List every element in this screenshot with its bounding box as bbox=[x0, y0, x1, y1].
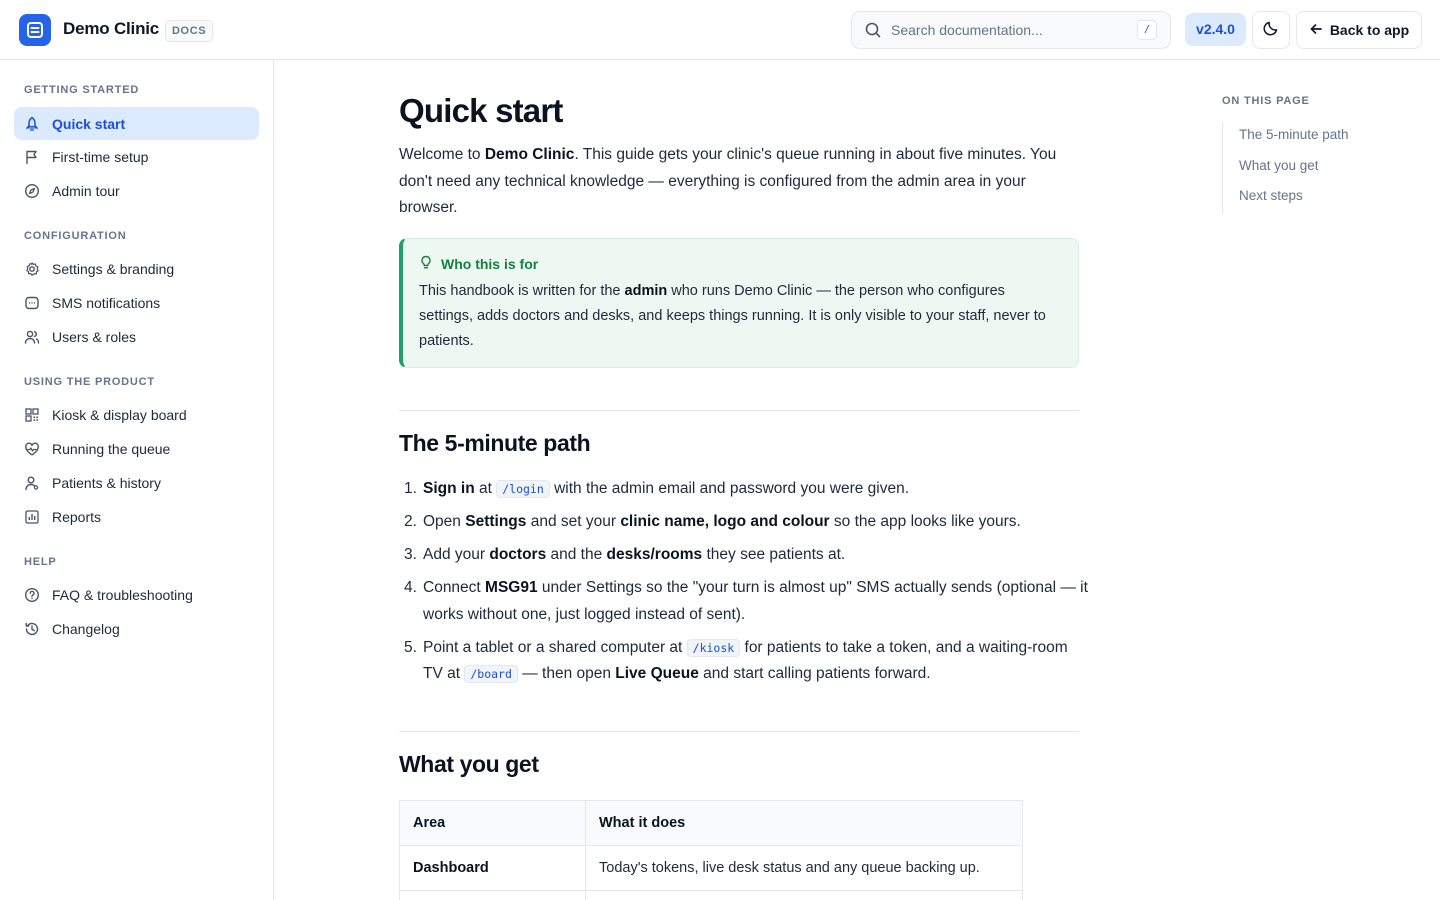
toc-item-what-you-get[interactable]: What you get bbox=[1239, 157, 1319, 173]
step-item bbox=[399, 476, 1089, 503]
callout-text: who runs Demo Clinic — the person who configures settings, adds doctors and desks, and keeps things running. It is only visible to your staff, never to patients. bbox=[419, 283, 1046, 349]
back-to-app-button[interactable] bbox=[1296, 11, 1422, 49]
brand-name[interactable]: Demo Clinic bbox=[63, 19, 160, 38]
step-bold: doctors bbox=[489, 546, 547, 563]
sidebar-item-sms-notifications[interactable] bbox=[14, 286, 259, 319]
step-item bbox=[399, 575, 1089, 628]
sidebar-section-help: HELP bbox=[24, 556, 57, 568]
sidebar-item-admin-tour[interactable] bbox=[14, 174, 259, 207]
step-bold: Settings bbox=[465, 513, 527, 530]
step-text: Open bbox=[423, 513, 466, 530]
flag-icon bbox=[24, 149, 40, 165]
docs-badge: DOCS bbox=[165, 20, 213, 42]
sidebar-item-label: Settings & branding bbox=[52, 260, 175, 277]
sidebar-item-label: Kiosk & display board bbox=[52, 406, 187, 423]
step-bold: clinic name, logo and colour bbox=[620, 513, 830, 530]
table-cell-area: Dashboard bbox=[400, 846, 586, 891]
step-route-code: /login bbox=[496, 480, 550, 498]
intro-paragraph bbox=[399, 142, 1084, 222]
sidebar-item-users-roles[interactable] bbox=[14, 320, 259, 353]
toc-title: ON THIS PAGE bbox=[1222, 95, 1310, 107]
table-cell-description: Today's tokens, live desk status and any queue backing up. bbox=[586, 846, 1023, 891]
step-bold: Sign in bbox=[423, 480, 475, 497]
sidebar-item-label: Reports bbox=[52, 508, 102, 525]
table-header-row bbox=[400, 801, 1023, 846]
step-text: Point a tablet or a shared computer at bbox=[423, 638, 687, 656]
user-icon bbox=[24, 475, 40, 491]
who-this-is-for-callout bbox=[399, 238, 1079, 368]
table-cell-description bbox=[586, 891, 1023, 900]
callout-title bbox=[419, 255, 538, 272]
sidebar-item-faq-troubleshooting[interactable] bbox=[14, 578, 259, 611]
sidebar-item-label: FAQ & troubleshooting bbox=[52, 586, 193, 603]
intro-clinic-name: Demo Clinic bbox=[484, 146, 575, 163]
sidebar-item-running-the-queue[interactable] bbox=[14, 432, 259, 465]
clinic-logo-icon[interactable] bbox=[19, 14, 51, 46]
step-text: with the admin email and password you were given. bbox=[549, 480, 910, 497]
step-text: under Settings so the "your turn is almost up" SMS actually sends (optional — it works without one, just logged instead of sent). bbox=[423, 579, 1088, 623]
step-route-code: /board bbox=[464, 665, 518, 683]
section-heading-5-minute-path: The 5-minute path bbox=[399, 430, 591, 456]
sidebar-item-label: SMS notifications bbox=[52, 294, 161, 311]
lightbulb-icon bbox=[419, 255, 433, 272]
sidebar-item-settings-branding[interactable] bbox=[14, 252, 259, 285]
toc-list bbox=[1222, 122, 1412, 214]
features-table bbox=[399, 800, 1023, 900]
section-heading-what-you-get: What you get bbox=[399, 751, 539, 777]
callout-bold: admin bbox=[624, 283, 668, 299]
step-number: 5. bbox=[404, 638, 417, 656]
step-text: and set your bbox=[526, 513, 621, 530]
qr-code-icon bbox=[24, 407, 40, 423]
moon-icon bbox=[1262, 19, 1280, 42]
steps-list bbox=[399, 476, 1089, 694]
search-placeholder: Search documentation... bbox=[891, 22, 1043, 38]
step-number: 1. bbox=[404, 480, 417, 497]
search-icon bbox=[864, 21, 882, 44]
step-number: 2. bbox=[404, 513, 417, 530]
step-number: 4. bbox=[404, 579, 417, 596]
message-icon bbox=[24, 295, 40, 311]
sidebar-item-label: Admin tour bbox=[52, 182, 120, 199]
step-text: and the bbox=[546, 546, 607, 563]
step-bold: desks/rooms bbox=[606, 546, 703, 563]
sidebar-item-label: Running the queue bbox=[52, 440, 171, 457]
divider bbox=[399, 731, 1079, 732]
sidebar-item-kiosk-display-board[interactable] bbox=[14, 398, 259, 431]
step-text: they see patients at. bbox=[702, 546, 846, 563]
sidebar-item-label: First-time setup bbox=[52, 148, 149, 165]
arrow-left-icon bbox=[1309, 22, 1323, 39]
bar-chart-icon bbox=[24, 509, 40, 525]
intro-text: . This guide gets your clinic's queue running in about five minutes. You don't need any technical knowledge — everything is configured from the admin area in your browser. bbox=[399, 146, 1057, 216]
search-shortcut-key: / bbox=[1137, 20, 1157, 40]
history-icon bbox=[24, 621, 40, 637]
compass-icon bbox=[24, 183, 40, 199]
sidebar-item-label: Users & roles bbox=[52, 328, 137, 345]
table-header-what-it-does: What it does bbox=[586, 801, 1023, 846]
toc-item-5-minute-path[interactable]: The 5-minute path bbox=[1239, 127, 1349, 142]
step-text: Connect bbox=[423, 579, 486, 596]
theme-toggle-button[interactable] bbox=[1252, 11, 1290, 49]
table-row bbox=[400, 846, 1023, 891]
sidebar-section-configuration: CONFIGURATION bbox=[24, 230, 127, 242]
table-row bbox=[400, 891, 1023, 900]
sidebar bbox=[0, 60, 274, 900]
sidebar-item-first-time-setup[interactable] bbox=[14, 140, 259, 173]
back-to-app-label: Back to app bbox=[1329, 22, 1410, 38]
top-bar bbox=[0, 0, 1440, 60]
rocket-icon bbox=[24, 116, 40, 132]
step-text: for patients to take a token, and a waiting-room TV at bbox=[423, 638, 1068, 682]
heart-pulse-icon bbox=[24, 441, 40, 457]
divider bbox=[399, 410, 1079, 411]
gear-icon bbox=[24, 261, 40, 277]
page-title: Quick start bbox=[399, 92, 563, 129]
sidebar-section-getting-started: GETTING STARTED bbox=[24, 84, 140, 96]
step-number: 3. bbox=[404, 546, 417, 563]
sidebar-item-reports[interactable] bbox=[14, 500, 259, 533]
callout-text: This handbook is written for the bbox=[419, 283, 625, 299]
sidebar-item-changelog[interactable] bbox=[14, 612, 259, 645]
table-cell-area bbox=[400, 891, 586, 900]
step-text: — then open bbox=[517, 665, 616, 682]
step-text: and start calling patients forward. bbox=[698, 665, 931, 682]
search-input[interactable] bbox=[851, 11, 1171, 49]
sidebar-item-quick-start[interactable] bbox=[14, 107, 259, 140]
sidebar-item-patients-history[interactable] bbox=[14, 466, 259, 499]
sidebar-section-using-the-product: USING THE PRODUCT bbox=[24, 376, 155, 388]
step-text: at bbox=[474, 480, 497, 497]
users-icon bbox=[24, 329, 40, 345]
callout-title-text: Who this is for bbox=[441, 255, 539, 272]
step-bold: MSG91 bbox=[485, 579, 538, 596]
table-of-contents bbox=[1222, 95, 1422, 203]
sidebar-item-label: Quick start bbox=[52, 115, 126, 132]
callout-body bbox=[419, 279, 1059, 354]
step-bold: Live Queue bbox=[615, 665, 699, 682]
version-badge[interactable]: v2.4.0 bbox=[1185, 13, 1246, 46]
step-item bbox=[399, 542, 1089, 569]
table-header-area: Area bbox=[400, 801, 586, 846]
intro-text: Welcome to bbox=[399, 146, 485, 163]
help-circle-icon bbox=[24, 587, 40, 603]
step-text: so the app looks like yours. bbox=[829, 513, 1021, 530]
step-text: Add your bbox=[423, 546, 490, 563]
step-item bbox=[399, 509, 1089, 536]
sidebar-item-label: Patients & history bbox=[52, 474, 161, 491]
toc-item-next-steps[interactable]: Next steps bbox=[1239, 188, 1303, 203]
step-item bbox=[399, 635, 1089, 688]
step-route-code: /kiosk bbox=[687, 639, 741, 657]
sidebar-item-label: Changelog bbox=[52, 620, 120, 637]
